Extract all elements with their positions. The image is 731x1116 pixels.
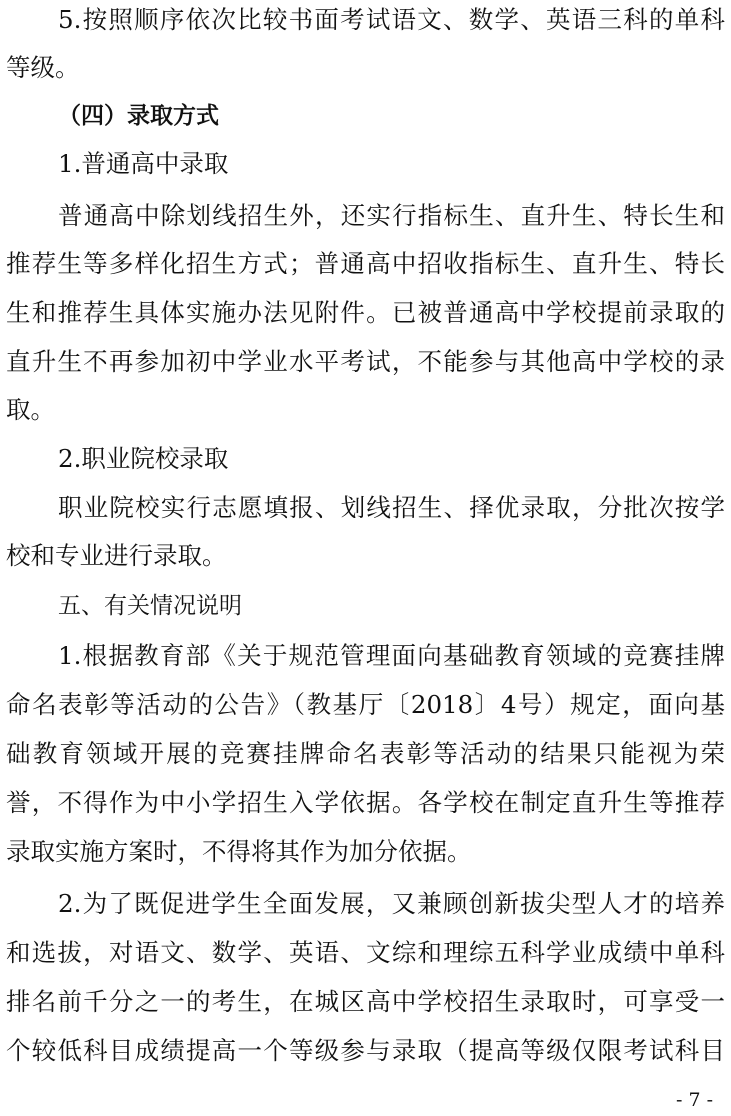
page-number: - 7 - bbox=[675, 1089, 713, 1111]
paragraph-line-14: 1.根据教育部《关于规范管理面向基础教育领域的竞赛挂牌 bbox=[58, 641, 725, 670]
section-heading-related-explanations: 五、有关情况说明 bbox=[58, 593, 242, 619]
paragraph-line-20: 和选拔，对语文、数学、英语、文综和理综五科学业成绩中单科 bbox=[6, 938, 725, 967]
paragraph-line-16: 础教育领域开展的竞赛挂牌命名表彰等活动的结果只能视为荣 bbox=[6, 739, 725, 768]
paragraph-line-8: 直升生不再参加初中学业水平考试，不能参与其他高中学校的录 bbox=[6, 347, 725, 376]
paragraph-line-19: 2.为了既促进学生全面发展，又兼顾创新拔尖型人才的培养 bbox=[58, 889, 725, 918]
paragraph-line-15: 命名表彰等活动的公告》（教基厅〔2018〕4号）规定，面向基 bbox=[6, 690, 725, 719]
section-heading-admission-method: （四）录取方式 bbox=[58, 103, 219, 129]
paragraph-line-17: 誉，不得作为中小学招生入学依据。各学校在制定直升生等推荐 bbox=[6, 788, 725, 817]
paragraph-line-22: 个较低科目成绩提高一个等级参与录取（提高等级仅限考试科目 bbox=[6, 1036, 725, 1065]
subheading-general-high-school-admission: 1.普通高中录取 bbox=[58, 149, 229, 178]
paragraph-line-7: 生和推荐生具体实施办法见附件。已被普通高中学校提前录取的 bbox=[6, 298, 725, 327]
paragraph-line-1: 5.按照顺序依次比较书面考试语文、数学、英语三科的单科 bbox=[58, 5, 725, 34]
paragraph-line-6: 推荐生等多样化招生方式；普通高中招收指标生、直升生、特长 bbox=[6, 249, 725, 278]
paragraph-line-18: 录取实施方案时，不得将其作为加分依据。 bbox=[6, 837, 472, 866]
paragraph-line-21: 排名前千分之一的考生，在城区高中学校招生录取时，可享受一 bbox=[6, 987, 725, 1016]
paragraph-line-12: 校和专业进行录取。 bbox=[6, 541, 227, 570]
paragraph-line-9: 取。 bbox=[6, 395, 55, 424]
paragraph-line-5: 普通高中除划线招生外，还实行指标生、直升生、特长生和 bbox=[58, 201, 725, 230]
paragraph-line-11: 职业院校实行志愿填报、划线招生、择优录取，分批次按学 bbox=[58, 493, 725, 522]
paragraph-line-2: 等级。 bbox=[6, 53, 80, 82]
subheading-vocational-admission: 2.职业院校录取 bbox=[58, 444, 229, 473]
